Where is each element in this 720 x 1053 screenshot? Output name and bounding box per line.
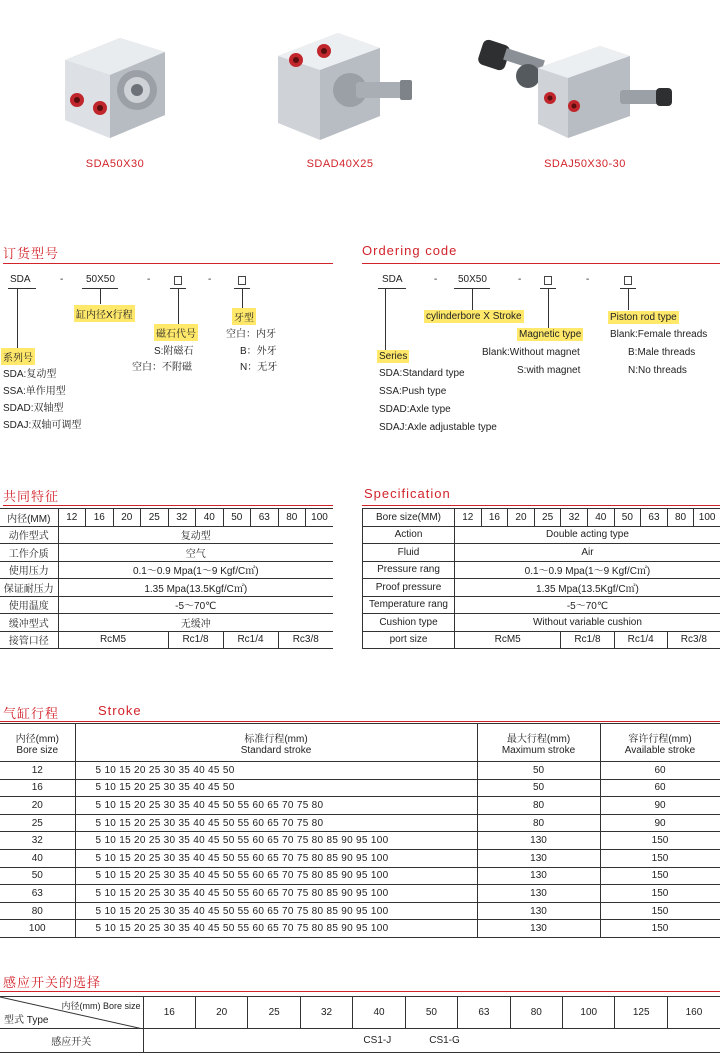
std-stroke-cell: 5 10 15 20 25 30 35 40 45 50 55 60 65 70 75 80 bbox=[75, 797, 477, 815]
max-stroke-cell: 130 bbox=[477, 867, 600, 885]
thread-option: 空白：内牙 bbox=[226, 329, 276, 340]
max-stroke-cell: 130 bbox=[477, 885, 600, 903]
magnet-option: Blank:Without magnet bbox=[482, 347, 580, 358]
product-caption: SDAJ50X30-30 bbox=[544, 158, 626, 170]
max-header bbox=[477, 724, 600, 762]
connector-line bbox=[178, 288, 179, 324]
bore-cell: 63 bbox=[458, 997, 510, 1029]
avail-stroke-cell: 150 bbox=[600, 832, 720, 850]
bore-cell: 16 bbox=[481, 509, 508, 527]
series-label: Series bbox=[379, 351, 408, 362]
max-stroke-cell: 50 bbox=[477, 762, 600, 780]
row-value: -5～70℃ bbox=[58, 596, 333, 614]
row-value: 1.35 Mpa(13.5Kgf/C㎡) bbox=[455, 579, 720, 597]
bore-cell: 63 bbox=[251, 509, 279, 527]
row-label: 使用温度 bbox=[0, 596, 58, 614]
bore-cell: 100 bbox=[0, 920, 75, 938]
table-row bbox=[0, 614, 333, 632]
row-value: 0.1～0.9 Mpa(1～9 Kgf/C㎡) bbox=[58, 561, 333, 579]
thread-label: Piston rod type bbox=[610, 312, 677, 323]
table-row bbox=[0, 526, 333, 544]
max-stroke-cell: 130 bbox=[477, 902, 600, 920]
table-row bbox=[0, 814, 720, 832]
table-row bbox=[363, 509, 720, 527]
bore-cell: 20 bbox=[113, 509, 141, 527]
port-cell: RcM5 bbox=[58, 631, 168, 649]
row-value: 1.35 Mpa(13.5Kgf/C㎡) bbox=[58, 579, 333, 597]
row-value: -5～70℃ bbox=[455, 596, 720, 614]
row-label: Pressure rang bbox=[363, 561, 455, 579]
bore-stroke-label: cylinderbore X Stroke bbox=[426, 311, 522, 322]
series-option: SDAJ:Axle adjustable type bbox=[379, 422, 497, 433]
header-en: Standard stroke bbox=[240, 744, 312, 756]
section-divider bbox=[3, 263, 333, 264]
port-cell: RcM5 bbox=[455, 631, 561, 649]
stroke-title-cn: 气缸行程 bbox=[3, 706, 60, 721]
header-cn: 标准行程(mm) bbox=[244, 733, 308, 745]
avail-stroke-cell: 60 bbox=[600, 779, 720, 797]
code-bore-stroke: 50X50 bbox=[86, 274, 115, 285]
section-divider bbox=[0, 721, 720, 722]
row-value: 复动型 bbox=[58, 526, 333, 544]
connector-line bbox=[100, 288, 101, 304]
avail-stroke-cell: 150 bbox=[600, 902, 720, 920]
avail-stroke-cell: 150 bbox=[600, 849, 720, 867]
switch-value: CS1-G bbox=[405, 1029, 720, 1053]
bore-cell: 40 bbox=[196, 509, 224, 527]
port-cell: Rc3/8 bbox=[667, 631, 720, 649]
table-row bbox=[0, 509, 333, 527]
bore-cell: 50 bbox=[0, 867, 75, 885]
row-label: 内径(MM) bbox=[0, 509, 58, 527]
code-series: SDA bbox=[382, 274, 403, 285]
max-stroke-cell: 130 bbox=[477, 849, 600, 867]
header-en: Bore size bbox=[16, 744, 59, 756]
avail-header bbox=[600, 724, 720, 762]
table-row bbox=[0, 779, 720, 797]
thread-option: B:Male threads bbox=[628, 347, 696, 358]
thread-label: 牙型 bbox=[232, 308, 256, 325]
bore-cell: 32 bbox=[0, 832, 75, 850]
max-stroke-cell: 80 bbox=[477, 814, 600, 832]
magnet-code-box bbox=[544, 276, 552, 285]
table-row bbox=[0, 902, 720, 920]
bore-cell: 12 bbox=[58, 509, 86, 527]
bore-cell: 25 bbox=[0, 814, 75, 832]
spec-table-cn bbox=[0, 508, 333, 649]
row-label: 缓冲型式 bbox=[0, 614, 58, 632]
max-stroke-cell: 50 bbox=[477, 779, 600, 797]
row-label: Cushion type bbox=[363, 614, 455, 632]
bore-cell: 16 bbox=[143, 997, 195, 1029]
switch-title: 感应开关的选择 bbox=[3, 975, 102, 990]
table-row bbox=[0, 1029, 720, 1053]
series-option: SDA:Standard type bbox=[379, 368, 465, 379]
connector-line bbox=[385, 288, 386, 350]
table-row bbox=[0, 762, 720, 780]
table-row bbox=[0, 561, 333, 579]
header-cn: 内径(mm) bbox=[15, 733, 59, 745]
spec-title-cn: 共同特征 bbox=[3, 489, 60, 504]
table-row bbox=[0, 867, 720, 885]
stroke-table bbox=[0, 723, 720, 938]
bore-cell: 100 bbox=[563, 997, 615, 1029]
row-label: 保证耐压力 bbox=[0, 579, 58, 597]
table-row bbox=[363, 579, 720, 597]
port-cell: Rc1/8 bbox=[168, 631, 223, 649]
table-row bbox=[363, 544, 720, 562]
header-en: Available stroke bbox=[624, 744, 696, 756]
bore-cell: 125 bbox=[615, 997, 667, 1029]
series-option: SSA:Push type bbox=[379, 386, 447, 397]
row-label: Action bbox=[363, 526, 455, 544]
connector-line bbox=[628, 288, 629, 310]
bore-cell: 40 bbox=[0, 849, 75, 867]
header-cn: 最大行程(mm) bbox=[506, 733, 571, 745]
code-underline bbox=[8, 288, 36, 289]
table-row bbox=[0, 631, 333, 649]
bore-cell: 25 bbox=[141, 509, 169, 527]
thread-option: N:No threads bbox=[628, 365, 687, 376]
code-dash: - bbox=[586, 274, 590, 285]
row-label: Temperature rang bbox=[363, 596, 455, 614]
row-label: 使用压力 bbox=[0, 561, 58, 579]
magnet-option: 空白：不附磁 bbox=[132, 362, 192, 373]
bore-stroke-label: 缸内径X行程 bbox=[74, 305, 135, 322]
avail-stroke-cell: 150 bbox=[600, 885, 720, 903]
std-stroke-cell: 5 10 15 20 25 30 35 40 45 50 55 60 65 70 75 80 85 90 95 100 bbox=[75, 867, 477, 885]
row-label: Proof pressure bbox=[363, 579, 455, 597]
bore-cell: 16 bbox=[0, 779, 75, 797]
product-image-sdad bbox=[268, 18, 418, 143]
bore-cell: 20 bbox=[508, 509, 535, 527]
bore-cell: 80 bbox=[510, 997, 562, 1029]
section-divider bbox=[362, 505, 720, 506]
row-label: 接管口径 bbox=[0, 631, 58, 649]
connector-line bbox=[242, 288, 243, 308]
std-stroke-cell: 5 10 15 20 25 30 35 40 45 50 55 60 65 70 75 80 85 90 95 100 bbox=[75, 920, 477, 938]
table-row bbox=[0, 920, 720, 938]
std-stroke-cell: 5 10 15 20 25 30 35 40 45 50 55 60 65 70 75 80 85 90 95 100 bbox=[75, 832, 477, 850]
code-dash: - bbox=[60, 274, 64, 285]
ordering-title-en: Ordering code bbox=[362, 243, 458, 258]
avail-stroke-cell: 90 bbox=[600, 797, 720, 815]
bore-cell: 16 bbox=[86, 509, 114, 527]
thread-code-box bbox=[238, 276, 246, 285]
table-row bbox=[363, 614, 720, 632]
stroke-title-en: Stroke bbox=[98, 703, 142, 718]
std-stroke-cell: 5 10 15 20 25 30 35 40 45 50 55 60 65 70 75 80 85 90 95 100 bbox=[75, 885, 477, 903]
row-value: Air bbox=[455, 544, 720, 562]
spec-table-en bbox=[362, 508, 720, 649]
section-divider bbox=[3, 505, 333, 506]
avail-stroke-cell: 150 bbox=[600, 920, 720, 938]
code-series: SDA bbox=[10, 274, 31, 285]
row-label: Fluid bbox=[363, 544, 455, 562]
table-row bbox=[363, 561, 720, 579]
series-option: SDA:复动型 bbox=[3, 369, 57, 380]
magnet-label: 磁石代号 bbox=[154, 324, 198, 341]
connector-line bbox=[472, 288, 473, 310]
bore-header bbox=[0, 724, 75, 762]
std-stroke-cell: 5 10 15 20 25 30 35 40 45 50 bbox=[75, 779, 477, 797]
bore-cell: 32 bbox=[300, 997, 352, 1029]
std-stroke-cell: 5 10 15 20 25 30 35 40 45 50 bbox=[75, 762, 477, 780]
table-row bbox=[363, 631, 720, 649]
table-row bbox=[0, 885, 720, 903]
std-stroke-cell: 5 10 15 20 25 30 35 40 45 50 55 60 65 70 75 80 85 90 95 100 bbox=[75, 902, 477, 920]
bore-cell: 12 bbox=[455, 509, 482, 527]
section-divider bbox=[0, 991, 720, 992]
corner-top-label: 内径(mm) Bore size bbox=[61, 1001, 141, 1011]
section-divider bbox=[362, 263, 720, 264]
code-dash: - bbox=[208, 274, 212, 285]
bore-cell: 63 bbox=[0, 885, 75, 903]
series-option: SSA:单作用型 bbox=[3, 386, 66, 397]
magnet-label: Magnetic type bbox=[519, 329, 582, 340]
bore-cell: 40 bbox=[587, 509, 614, 527]
row-value: Without variable cushion bbox=[455, 614, 720, 632]
bore-cell: 12 bbox=[0, 762, 75, 780]
bore-cell: 25 bbox=[534, 509, 561, 527]
switch-value: CS1-J bbox=[143, 1029, 405, 1053]
series-option: SDAD:Axle type bbox=[379, 404, 451, 415]
series-option: SDAD:双轴型 bbox=[3, 403, 64, 414]
thread-option: B：外牙 bbox=[240, 346, 277, 357]
product-image-sda bbox=[55, 20, 175, 140]
table-row bbox=[0, 797, 720, 815]
std-stroke-cell: 5 10 15 20 25 30 35 40 45 50 55 60 65 70 75 80 85 90 95 100 bbox=[75, 849, 477, 867]
bore-cell: 50 bbox=[405, 997, 457, 1029]
bore-cell: 50 bbox=[223, 509, 251, 527]
std-stroke-cell: 5 10 15 20 25 30 35 40 45 50 55 60 65 70 75 80 bbox=[75, 814, 477, 832]
row-value: 无缓冲 bbox=[58, 614, 333, 632]
port-cell: Rc1/4 bbox=[614, 631, 667, 649]
thread-option: Blank:Female threads bbox=[610, 329, 708, 340]
bore-cell: 160 bbox=[667, 997, 720, 1029]
std-header bbox=[75, 724, 477, 762]
avail-stroke-cell: 150 bbox=[600, 867, 720, 885]
port-cell: Rc1/8 bbox=[561, 631, 614, 649]
bore-cell: 20 bbox=[0, 797, 75, 815]
table-row bbox=[363, 526, 720, 544]
bore-cell: 63 bbox=[641, 509, 668, 527]
row-label: port size bbox=[363, 631, 455, 649]
magnet-code-box bbox=[174, 276, 182, 285]
header-en: Maximum stroke bbox=[501, 744, 576, 756]
magnet-option: S:附磁石 bbox=[154, 346, 194, 357]
series-option: SDAJ:双轴可调型 bbox=[3, 420, 82, 431]
code-underline bbox=[378, 288, 406, 289]
switch-table bbox=[0, 996, 720, 1053]
table-row bbox=[363, 596, 720, 614]
bore-cell: 32 bbox=[168, 509, 196, 527]
code-dash: - bbox=[518, 274, 522, 285]
port-cell: Rc1/4 bbox=[223, 631, 278, 649]
bore-cell: 20 bbox=[195, 997, 247, 1029]
table-row bbox=[0, 596, 333, 614]
code-dash: - bbox=[147, 274, 151, 285]
bore-cell: 100 bbox=[694, 509, 720, 527]
port-cell: Rc3/8 bbox=[278, 631, 333, 649]
row-label: Bore size(MM) bbox=[363, 509, 455, 527]
table-header-row bbox=[0, 724, 720, 762]
code-dash: - bbox=[434, 274, 438, 285]
row-value: Double acting type bbox=[455, 526, 720, 544]
header-cn: 容许行程(mm) bbox=[628, 733, 692, 745]
product-image-sdaj bbox=[470, 28, 680, 140]
product-caption: SDAD40X25 bbox=[306, 158, 374, 170]
row-label: 动作型式 bbox=[0, 526, 58, 544]
ordering-title-cn: 订货型号 bbox=[3, 246, 60, 261]
bore-cell: 80 bbox=[278, 509, 306, 527]
max-stroke-cell: 130 bbox=[477, 832, 600, 850]
bore-cell: 32 bbox=[561, 509, 588, 527]
spec-title-en: Specification bbox=[364, 486, 451, 501]
bore-cell: 80 bbox=[667, 509, 694, 527]
bore-cell: 25 bbox=[248, 997, 300, 1029]
row-value: 0.1～0.9 Mpa(1～9 Kgf/C㎡) bbox=[455, 561, 720, 579]
bore-cell: 80 bbox=[0, 902, 75, 920]
series-label: 系列号 bbox=[1, 348, 35, 365]
avail-stroke-cell: 60 bbox=[600, 762, 720, 780]
table-row bbox=[0, 832, 720, 850]
row-label: 感应开关 bbox=[0, 1029, 143, 1053]
table-row bbox=[0, 849, 720, 867]
bore-cell: 100 bbox=[306, 509, 334, 527]
bore-cell: 40 bbox=[353, 997, 405, 1029]
table-row bbox=[0, 579, 333, 597]
avail-stroke-cell: 90 bbox=[600, 814, 720, 832]
row-value: 空气 bbox=[58, 544, 333, 562]
magnet-option: S:with magnet bbox=[517, 365, 581, 376]
row-label: 工作介质 bbox=[0, 544, 58, 562]
max-stroke-cell: 80 bbox=[477, 797, 600, 815]
thread-code-box bbox=[624, 276, 632, 285]
table-row bbox=[0, 997, 720, 1029]
corner-bottom-label: 型式 Type bbox=[4, 1015, 49, 1026]
table-row bbox=[0, 544, 333, 562]
connector-line bbox=[17, 288, 18, 348]
code-bore-stroke: 50X50 bbox=[458, 274, 487, 285]
product-caption: SDA50X30 bbox=[85, 158, 145, 170]
thread-option: N：无牙 bbox=[240, 362, 278, 373]
max-stroke-cell: 130 bbox=[477, 920, 600, 938]
connector-line bbox=[548, 288, 549, 328]
corner-cell bbox=[0, 997, 143, 1029]
bore-cell: 50 bbox=[614, 509, 641, 527]
